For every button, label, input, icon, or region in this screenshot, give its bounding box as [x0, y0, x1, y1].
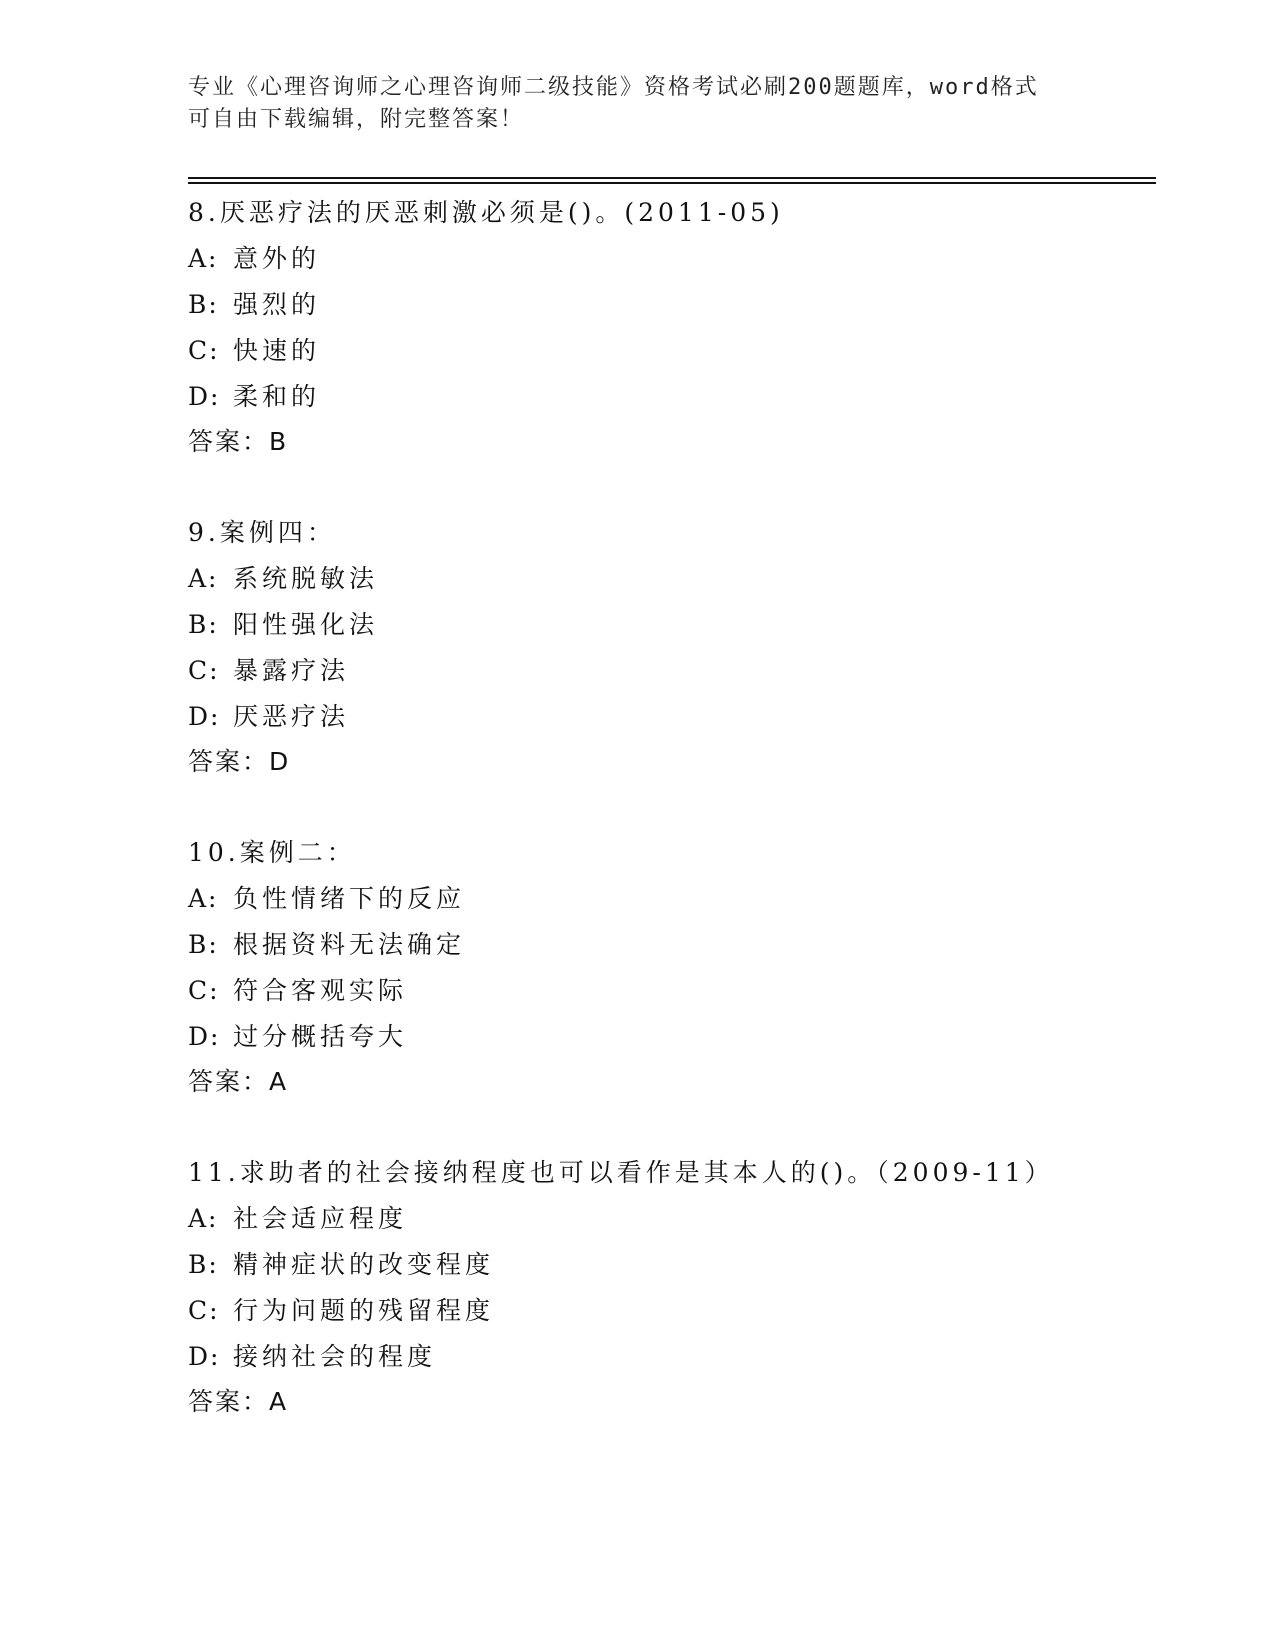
- question-text: 案例二：: [239, 838, 356, 867]
- option-key: A:: [188, 1204, 219, 1233]
- option-text: 负性情绪下的反应: [233, 884, 466, 913]
- question-text: 求助者的社会接纳程度也可以看作是其本人的()。（2009-11）: [239, 1158, 1054, 1187]
- option-a: [188, 556, 1156, 602]
- option-key: D:: [188, 382, 221, 411]
- option-key: C:: [188, 656, 220, 685]
- option-text: 根据资料无法确定: [233, 930, 466, 959]
- option-d: [188, 1334, 1156, 1380]
- option-text: 厌恶疗法: [233, 702, 350, 731]
- question-10: [188, 830, 1156, 1104]
- option-key: A:: [188, 244, 219, 273]
- option-c: [188, 968, 1156, 1014]
- option-text: 快速的: [233, 336, 321, 365]
- answer-line: 答案：A: [188, 1387, 289, 1416]
- option-text: 接纳社会的程度: [233, 1342, 437, 1371]
- question-8: [188, 190, 1156, 464]
- question-text: 厌恶疗法的厌恶刺激必须是()。(2011-05): [219, 198, 784, 227]
- question-stem: [188, 190, 1156, 236]
- option-text: 柔和的: [233, 382, 321, 411]
- question-number: 10.: [188, 838, 240, 867]
- option-text: 系统脱敏法: [233, 564, 379, 593]
- option-d: [188, 1014, 1156, 1060]
- option-c: [188, 1288, 1156, 1334]
- option-d: [188, 374, 1156, 420]
- option-key: D:: [188, 1342, 221, 1371]
- option-a: [188, 876, 1156, 922]
- header-line-1: 专业《心理咨询师之心理咨询师二级技能》资格考试必刷200题题库，word格式: [188, 75, 1039, 100]
- option-text: 暴露疗法: [233, 656, 350, 685]
- question-stem: [188, 830, 1156, 876]
- option-key: D:: [188, 702, 221, 731]
- question-stem: [188, 1150, 1156, 1196]
- option-key: C:: [188, 336, 220, 365]
- question-stem: [188, 510, 1156, 556]
- answer-line: 答案：D: [188, 747, 291, 776]
- option-text: 行为问题的残留程度: [233, 1296, 495, 1325]
- option-key: A:: [188, 564, 219, 593]
- option-c: [188, 648, 1156, 694]
- option-key: D:: [188, 1022, 221, 1051]
- option-key: A:: [188, 884, 219, 913]
- answer-line: 答案：A: [188, 1067, 289, 1096]
- option-a: [188, 1196, 1156, 1242]
- question-number: 11.: [188, 1158, 240, 1187]
- option-key: B:: [188, 930, 219, 959]
- option-b: [188, 602, 1156, 648]
- option-key: B:: [188, 1250, 219, 1279]
- option-a: [188, 236, 1156, 282]
- question-11: [188, 1150, 1156, 1424]
- header-line-2: 可自由下载编辑，附完整答案！: [188, 107, 525, 132]
- header-divider-top: [188, 177, 1156, 179]
- option-c: [188, 328, 1156, 374]
- question-number: 9.: [188, 518, 220, 547]
- option-text: 符合客观实际: [233, 976, 408, 1005]
- header-divider-bottom: [188, 182, 1156, 184]
- question-list: [188, 190, 1156, 1470]
- option-text: 阳性强化法: [233, 610, 379, 639]
- question-9: [188, 510, 1156, 784]
- option-text: 精神症状的改变程度: [233, 1250, 495, 1279]
- option-d: [188, 694, 1156, 740]
- option-key: C:: [188, 1296, 220, 1325]
- question-text: 案例四：: [219, 518, 336, 547]
- option-text: 社会适应程度: [233, 1204, 408, 1233]
- option-text: 意外的: [233, 244, 321, 273]
- option-key: C:: [188, 976, 220, 1005]
- option-b: [188, 922, 1156, 968]
- option-text: 过分概括夸大: [233, 1022, 408, 1051]
- answer-line: 答案：B: [188, 427, 289, 456]
- option-key: B:: [188, 610, 219, 639]
- option-b: [188, 282, 1156, 328]
- question-number: 8.: [188, 198, 220, 227]
- option-text: 强烈的: [233, 290, 321, 319]
- option-key: B:: [188, 290, 219, 319]
- document-header: [188, 72, 1088, 136]
- option-b: [188, 1242, 1156, 1288]
